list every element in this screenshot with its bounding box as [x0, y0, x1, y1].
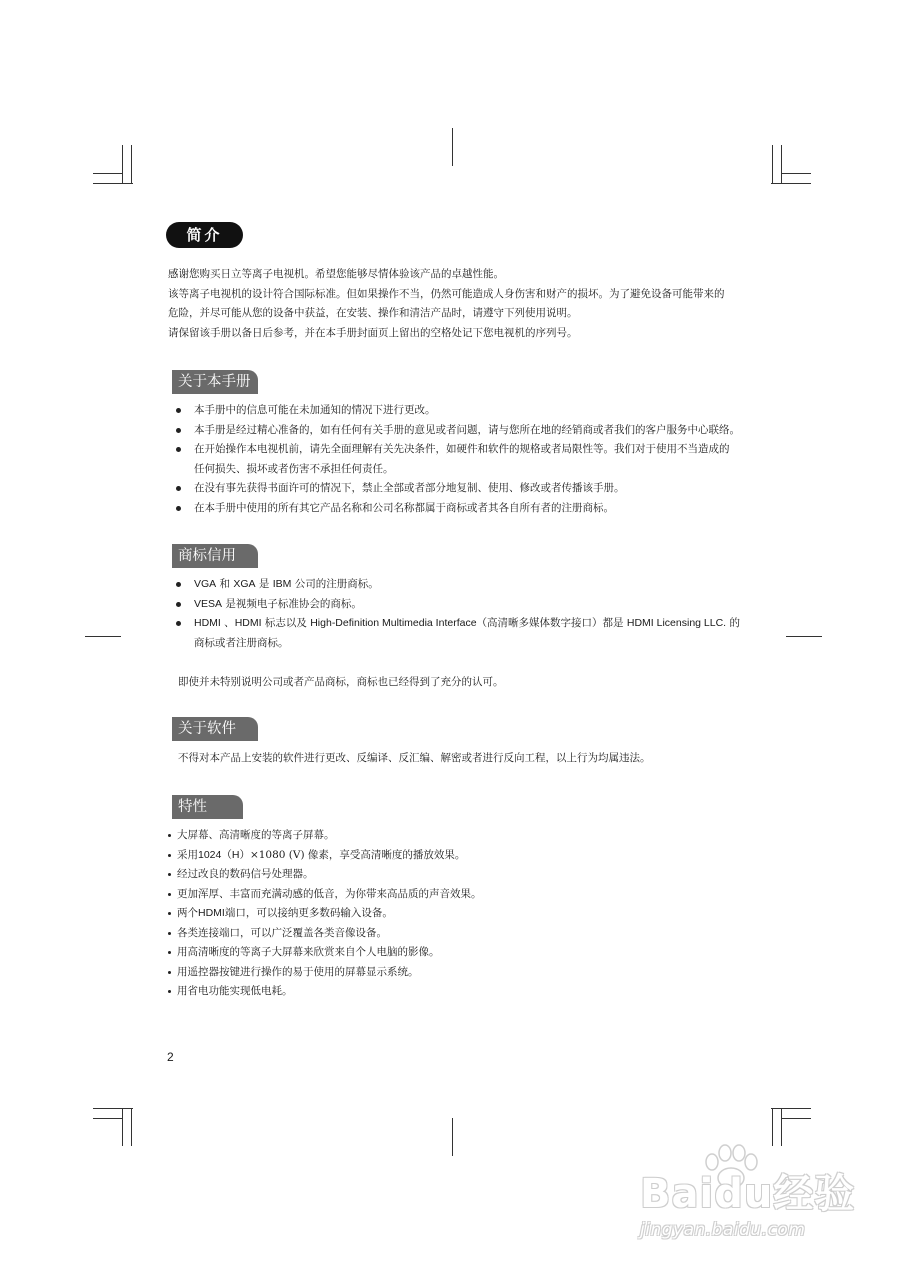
bullet-icon: [168, 971, 171, 974]
watermark-url: jingyan.baidu.com: [640, 1220, 806, 1240]
list-item: 在没有事先获得书面许可的情况下，禁止全部或者部分地复制、使用、修改或者传播该手册。: [176, 479, 756, 499]
intro-line: 感谢您购买日立等离子电视机。希望您能够尽情体验该产品的卓越性能。: [168, 268, 504, 280]
bullet-icon: [168, 873, 171, 876]
bullet-icon: [168, 932, 171, 935]
bullet-icon: [176, 486, 181, 491]
manual-list: [176, 401, 756, 518]
crop-mark: [85, 636, 121, 637]
list-item: 各类连接端口，可以广泛覆盖各类音像设备。: [166, 924, 746, 944]
bullet-icon: [176, 506, 181, 511]
intro-title: 简介: [166, 222, 243, 248]
crop-mark: [122, 145, 123, 183]
list-item: 用省电功能实现低电耗。: [166, 982, 746, 1002]
crop-mark: [93, 173, 123, 174]
list-item: 用遥控器按键进行操作的易于使用的屏幕显示系统。: [166, 963, 746, 983]
crop-mark: [781, 145, 782, 183]
watermark-text: Baidu经验: [640, 1171, 856, 1217]
section-heading-features: 特性: [172, 795, 243, 819]
watermark: [640, 1140, 860, 1250]
list-item: 经过改良的数码信号处理器。: [166, 865, 746, 885]
bullet-icon: [168, 951, 171, 954]
crop-mark: [452, 128, 453, 166]
trademark-note: 即使并未特别说明公司或者产品商标，商标也已经得到了充分的认可。: [178, 676, 504, 688]
bullet-icon: [168, 834, 171, 837]
bullet-icon: [176, 602, 181, 607]
section-heading-trademark: 商标信用: [172, 544, 258, 568]
crop-mark: [452, 1118, 453, 1156]
features-list: [166, 826, 746, 1002]
section-heading-software: 关于软件: [172, 717, 258, 741]
intro-paragraph: [168, 265, 758, 343]
list-item: VESA 是视频电子标准协会的商标。: [176, 595, 756, 615]
crop-mark: [771, 183, 811, 184]
list-item: 在开始操作本电视机前，请先全面理解有关先决条件，如硬件和软件的规格或者局限性等。我们对于使用不当造成的 任何损失、损坏或者伤害不承担任何责任。: [176, 440, 756, 479]
bullet-icon: [176, 408, 181, 413]
crop-mark: [781, 173, 811, 174]
crop-mark: [786, 636, 822, 637]
bullet-icon: [176, 447, 181, 452]
bullet-icon: [168, 893, 171, 896]
trademark-list: [176, 575, 756, 653]
bullet-icon: [168, 990, 171, 993]
list-item: 更加浑厚、丰富而充满动感的低音，为你带来高品质的声音效果。: [166, 885, 746, 905]
section-heading-manual: 关于本手册: [172, 370, 258, 394]
software-text: 不得对本产品上安装的软件进行更改、反编译、反汇编、解密或者进行反向工程，以上行为均属违法。: [178, 752, 651, 764]
list-item: 用高清晰度的等离子大屏幕来欣赏来自个人电脑的影像。: [166, 943, 746, 963]
list-item: 两个HDMI端口，可以接纳更多数码输入设备。: [166, 904, 746, 924]
list-item: 本手册中的信息可能在未加通知的情况下进行更改。: [176, 401, 756, 421]
crop-mark: [93, 183, 133, 184]
crop-mark: [131, 145, 132, 183]
intro-line: 请保留该手册以备日后参考，并在本手册封面页上留出的空格处记下您电视机的序列号。: [168, 326, 578, 339]
crop-mark: [93, 1108, 133, 1109]
bullet-icon: [168, 854, 171, 857]
list-item: VGA 和 XGA 是 IBM 公司的注册商标。: [176, 575, 756, 595]
crop-mark: [122, 1108, 123, 1146]
page-number: 2: [167, 1050, 174, 1064]
crop-mark: [131, 1108, 132, 1146]
list-item: 本手册是经过精心准备的，如有任何有关手册的意见或者问题，请与您所在地的经销商或者我们的客户服务中心联络。: [176, 421, 756, 441]
bullet-icon: [176, 582, 181, 587]
list-item: 在本手册中使用的所有其它产品名称和公司名称都属于商标或者其各自所有者的注册商标。: [176, 499, 756, 519]
intro-line: 该等离子电视机的设计符合国际标准。但如果操作不当，仍然可能造成人身伤害和财产的损坏。为了避免设备可能带来的: [168, 287, 725, 300]
crop-mark: [772, 145, 773, 183]
list-item: HDMI 、HDMI 标志以及 High-Definition Multimedia Interface（高清晰多媒体数字接口）都是 HDMI Licensing LLC. 的 商标或者注册商标。: [176, 614, 756, 653]
crop-mark: [771, 1108, 811, 1109]
crop-mark: [781, 1118, 811, 1119]
list-item: 大屏幕、高清晰度的等离子屏幕。: [166, 826, 746, 846]
intro-line: 危险，并尽可能从您的设备中获益，在安装、操作和清洁产品时，请遵守下列使用说明。: [168, 307, 578, 319]
crop-mark: [93, 1118, 123, 1119]
bullet-icon: [168, 912, 171, 915]
bullet-icon: [176, 621, 181, 626]
bullet-icon: [176, 428, 181, 433]
list-item: 采用1024（H）×1080 (V) 像素，享受高清晰度的播放效果。: [166, 846, 746, 866]
